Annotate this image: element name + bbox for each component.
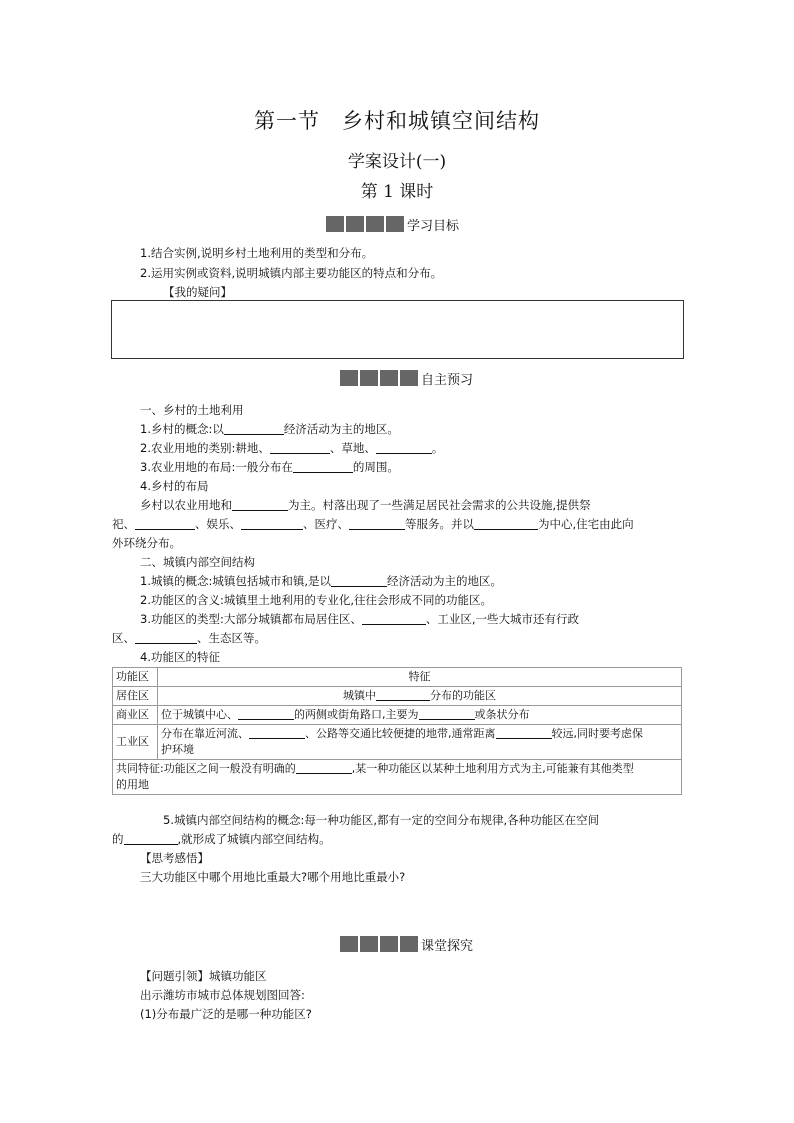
fill-line: 区、 、生态区等。 [112, 631, 266, 645]
table-header-cell: 功能区 [113, 668, 158, 687]
fill-blank[interactable] [270, 441, 330, 454]
fill-blank[interactable] [135, 631, 197, 644]
section-header-explore [340, 935, 473, 953]
fill-blank[interactable] [331, 574, 387, 587]
fill-line: 的 ,就形成了城镇内部空间结构。 [112, 832, 331, 846]
goal-item: 1.结合实例,说明乡村土地利用的类型和分布。 [140, 246, 374, 260]
section-blocks-icon [340, 370, 418, 386]
area-name-cell: 商业区 [113, 706, 158, 725]
table-row [113, 706, 682, 725]
lead-text: 出示潍坊市城市总体规划图回答: [140, 988, 305, 1002]
fill-blank[interactable] [496, 726, 552, 739]
fill-blank[interactable] [224, 422, 284, 435]
section-title-goals: 学习目标 [407, 218, 460, 234]
table-row [113, 760, 682, 795]
section-header-preview [340, 369, 473, 387]
fill-line: 乡村以农业用地和 为主。村落出现了一些满足居民社会需求的公共设施,提供祭 [140, 498, 591, 512]
fill-blank[interactable] [376, 441, 432, 454]
fill-blank[interactable] [124, 832, 178, 845]
section-blocks-icon [326, 216, 404, 232]
table-header-cell: 特征 [158, 668, 682, 687]
fill-line: 祀、 、娱乐、 、医疗、 等服务。并以 为中心,住宅由此向 [112, 517, 634, 531]
fill-line: 2.农业用地的类别:耕地、 、草地、 。 [140, 441, 444, 455]
fill-blank[interactable] [376, 688, 430, 701]
fill-blank[interactable] [293, 460, 353, 473]
fill-line: 3.农业用地的布局:一般分布在 的周围。 [140, 460, 399, 474]
section-title-preview: 自主预习 [421, 372, 474, 388]
heading-urban-structure: 二、城镇内部空间结构 [140, 555, 255, 569]
fill-blank[interactable] [232, 498, 288, 511]
goal-item: 2.运用实例或资料,说明城镇内部主要功能区的特点和分布。 [140, 266, 443, 280]
question-label: 【我的疑问】 [163, 285, 232, 299]
area-name-cell: 工业区 [113, 725, 158, 760]
table-row [113, 687, 682, 706]
fill-blank[interactable] [241, 517, 303, 530]
title-text: 乡村和城镇空间结构 [342, 109, 540, 133]
think-question: 三大功能区中哪个用地比重最大?哪个用地比重最小? [140, 870, 406, 884]
function-area-table [112, 667, 682, 795]
lesson-label: 第 1 课时 [360, 182, 434, 202]
area-name-cell: 居住区 [113, 687, 158, 706]
fill-blank[interactable] [349, 517, 405, 530]
fill-blank[interactable] [419, 707, 475, 720]
fill-blank[interactable] [362, 612, 426, 625]
section-header-goals [326, 215, 459, 233]
think-label: 【思考感悟】 [140, 851, 209, 865]
heading-rural-land: 一、乡村的土地利用 [140, 403, 244, 417]
table-header-row [113, 668, 682, 687]
section-blocks-icon [340, 936, 418, 952]
common-feature-cell: 共同特征:功能区之间一般没有明确的 ,某一种功能区以某种土地利用方式为主,可能兼有其他类型 的用地 [113, 760, 682, 795]
fill-blank[interactable] [474, 517, 538, 530]
text-line: 外环绕分布。 [112, 536, 181, 550]
fill-blank[interactable] [135, 517, 195, 530]
fill-line: 1.城镇的概念:城镇包括城市和镇,是以 经济活动为主的地区。 [140, 574, 503, 588]
feature-cell: 位于城镇中心、 的两侧或街角路口,主要为 或条状分布 [158, 706, 682, 725]
question-box[interactable] [111, 300, 684, 359]
table-row [113, 725, 682, 760]
section-title-explore: 课堂探究 [421, 938, 474, 954]
explore-question: (1)分布最广泛的是哪一种功能区? [140, 1007, 312, 1021]
fill-blank[interactable] [296, 761, 352, 774]
text-line: 5.城镇内部空间结构的概念:每一种功能区,都有一定的空间分布规律,各种功能区在空间 [163, 813, 600, 827]
chapter-label: 第一节 [254, 109, 320, 133]
fill-blank[interactable] [238, 707, 294, 720]
heading-features: 4.功能区的特征 [140, 650, 220, 664]
feature-cell: 分布在靠近河流、 、公路等交通比较便捷的地带,通常距离 较远,同时要考虑保 护环境 [158, 725, 682, 760]
page-subtitle: 学案设计(一) [347, 152, 447, 172]
fill-blank[interactable] [249, 726, 305, 739]
feature-cell: 城镇中 分布的功能区 [158, 687, 682, 706]
fill-line: 1.乡村的概念:以 经济活动为主的地区。 [140, 422, 399, 436]
fill-line: 3.功能区的类型:大部分城镇都布局居住区、 、工业区,一些大城市还有行政 [140, 612, 580, 626]
page-title [0, 105, 794, 135]
lead-label: 【问题引领】城镇功能区 [140, 969, 267, 983]
heading-rural-layout: 4.乡村的布局 [140, 479, 209, 493]
text-line: 2.功能区的含义:城镇里土地利用的专业化,往往会形成不同的功能区。 [140, 593, 492, 607]
